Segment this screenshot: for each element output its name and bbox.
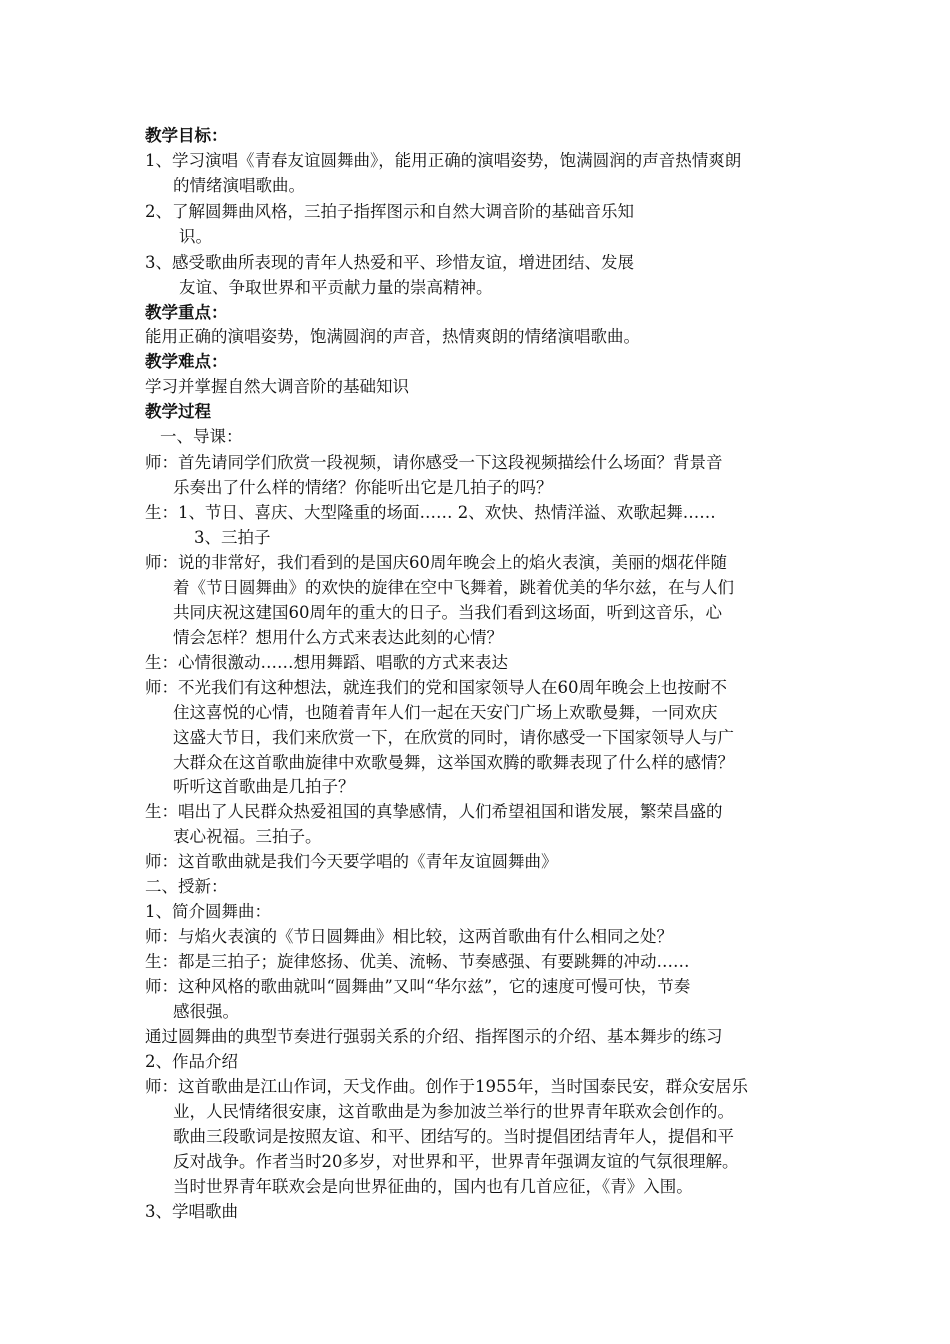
- dialogue-line: 这盛大节日，我们来欣赏一下，在欣赏的同时，请你感受一下国家领导人与广: [173, 728, 734, 747]
- difficulty-heading: 教学难点：: [145, 352, 228, 371]
- section-heading: 二、授新：: [145, 877, 228, 896]
- dialogue-line: 当时世界青年联欢会是向世界征曲的，国内也有几首应征，《青》入围。: [173, 1177, 693, 1196]
- goal-3-line-1: 3、感受歌曲所表现的青年人热爱和平、珍惜友谊，增进团结、发展: [145, 253, 634, 272]
- dialogue-line: 生：唱出了人民群众热爱祖国的真挚感情，人们希望祖国和谐发展，繁荣昌盛的: [145, 802, 723, 821]
- section-heading: 1、简介圆舞曲：: [145, 902, 271, 921]
- dialogue-line: 师：这首歌曲是江山作词，天戈作曲。创作于1955年，当时国泰民安，群众安居乐: [145, 1077, 748, 1096]
- dialogue-line: 大群众在这首歌曲旋律中欢歌曼舞，这举国欢腾的歌舞表现了什么样的感情？: [173, 753, 734, 772]
- key-point-text: 能用正确的演唱姿势，饱满圆润的声音，热情爽朗的情绪演唱歌曲。: [145, 327, 640, 346]
- dialogue-line: 业，人民情绪很安康，这首歌曲是为参加波兰举行的世界青年联欢会创作的。: [173, 1102, 734, 1121]
- key-point-heading: 教学重点：: [145, 303, 228, 322]
- dialogue-line: 情会怎样？想用什么方式来表达此刻的心情？: [173, 628, 503, 647]
- dialogue-line: 住这喜悦的心情，也随着青年人们一起在天安门广场上欢歌曼舞，一同欢庆: [173, 703, 718, 722]
- dialogue-line: 着《节日圆舞曲》的欢快的旋律在空中飞舞着，跳着优美的华尔兹，在与人们: [173, 578, 734, 597]
- section-heading: 2、作品介绍: [145, 1052, 238, 1071]
- dialogue-line: 3、三拍子: [194, 528, 271, 547]
- dialogue-line: 师：不光我们有这种想法，就连我们的党和国家领导人在60周年晚会上也按耐不: [145, 678, 727, 697]
- dialogue-line: 师：这首歌曲就是我们今天要学唱的《青年友谊圆舞曲》: [145, 852, 558, 871]
- dialogue-line: 生：心情很激动……想用舞蹈、唱歌的方式来表达: [145, 653, 508, 672]
- dialogue-line: 衷心祝福。三拍子。: [173, 827, 322, 846]
- goal-2-line-2: 识。: [179, 227, 212, 246]
- dialogue-line: 感很强。: [173, 1002, 239, 1021]
- dialogue-line: 歌曲三段歌词是按照友谊、和平、团结写的。当时提倡团结青年人，提倡和平: [173, 1127, 734, 1146]
- paragraph-line: 通过圆舞曲的典型节奏进行强弱关系的介绍、指挥图示的介绍、基本舞步的练习: [145, 1027, 723, 1046]
- teaching-goals-heading: 教学目标：: [145, 126, 228, 145]
- difficulty-text: 学习并掌握自然大调音阶的基础知识: [145, 377, 409, 396]
- section-heading: 3、学唱歌曲: [145, 1202, 238, 1221]
- dialogue-line: 共同庆祝这建国60周年的重大的日子。当我们看到这场面，听到这音乐，心: [173, 603, 722, 622]
- dialogue-line: 师：说的非常好，我们看到的是国庆60周年晚会上的焰火表演，美丽的烟花伴随: [145, 553, 727, 572]
- goal-1-line-1: 1、学习演唱《青春友谊圆舞曲》，能用正确的演唱姿势，饱满圆润的声音热情爽朗: [145, 151, 742, 170]
- dialogue-line: 师：首先请同学们欣赏一段视频，请你感受一下这段视频描绘什么场面？背景音: [145, 453, 723, 472]
- dialogue-line: 生：都是三拍子；旋律悠扬、优美、流畅、节奏感强、有要跳舞的冲动……: [145, 952, 690, 971]
- dialogue-line: 生：1、节日、喜庆、大型隆重的场面…… 2、欢快、热情洋溢、欢歌起舞……: [145, 503, 716, 522]
- dialogue-line: 乐奏出了什么样的情绪？你能听出它是几拍子的吗？: [173, 478, 553, 497]
- process-heading: 教学过程: [145, 402, 211, 421]
- dialogue-line: 师：与焰火表演的《节日圆舞曲》相比较，这两首歌曲有什么相同之处？: [145, 927, 673, 946]
- dialogue-line: 听听这首歌曲是几拍子？: [173, 777, 355, 796]
- intro-heading: 一、导课：: [160, 427, 243, 446]
- goal-1-line-2: 的情绪演唱歌曲。: [173, 176, 305, 195]
- goal-3-line-2: 友谊、争取世界和平贡献力量的崇高精神。: [179, 278, 493, 297]
- goal-2-line-1: 2、了解圆舞曲风格，三拍子指挥图示和自然大调音阶的基础音乐知: [145, 202, 634, 221]
- dialogue-line: 师：这种风格的歌曲就叫“圆舞曲”又叫“华尔兹”，它的速度可慢可快，节奏: [145, 977, 691, 996]
- dialogue-line: 反对战争。作者当时20多岁，对世界和平，世界青年强调友谊的气氛很理解。: [173, 1152, 739, 1171]
